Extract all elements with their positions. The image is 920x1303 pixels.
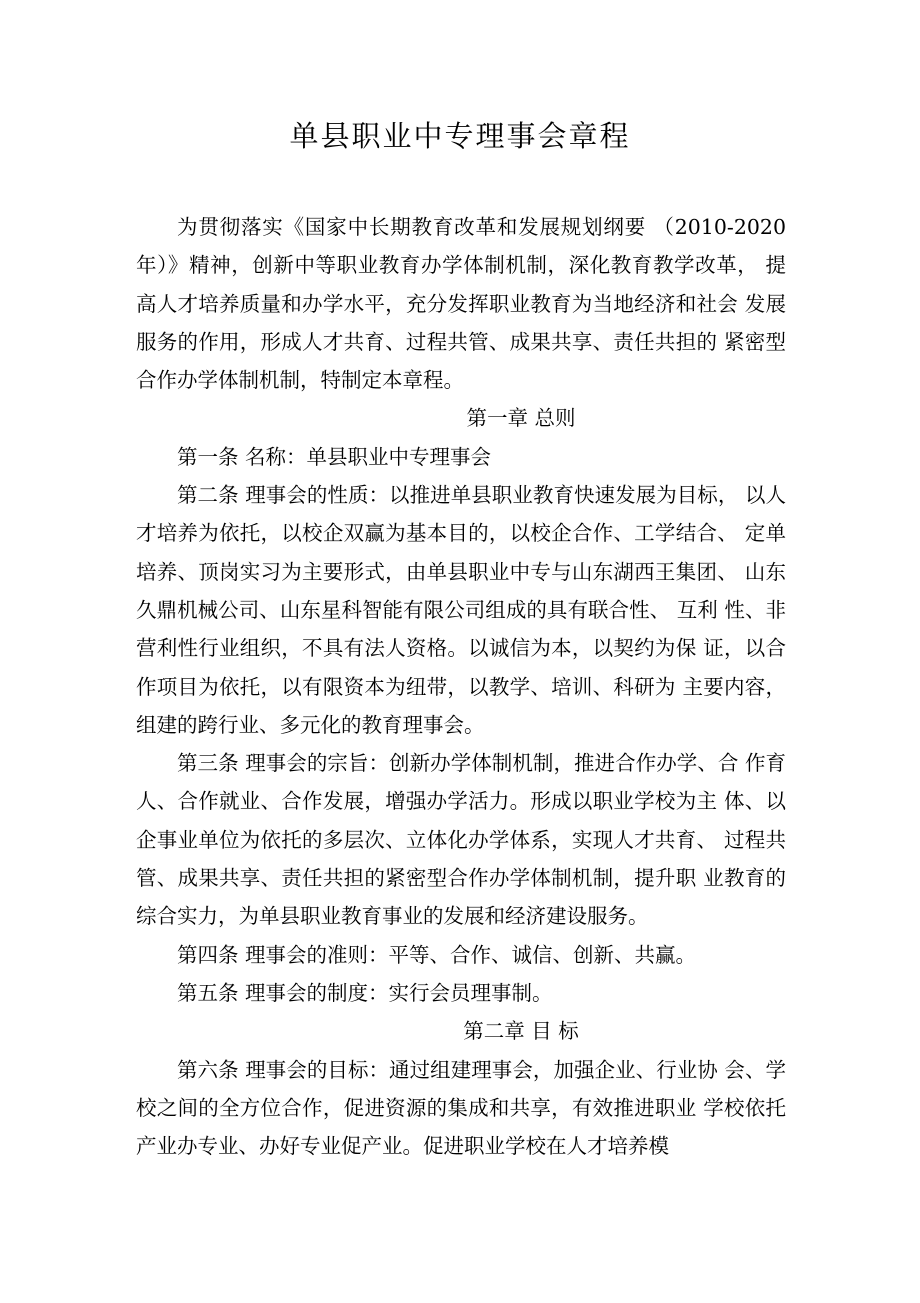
preamble-paragraph: 为贯彻落实《国家中长期教育改革和发展规划纲要 （2010-2020年）》精神，创新中等职业教育办学体制机制，深化教育教学改革， 提高人才培养质量和办学水平，充分发挥职业教育为当地经济和社会 发展服务的作用，形成人才共育、过程共管、成果共享、责任共担的 紧密型合作办学体制机制，特制定本章程。 xyxy=(136,215,786,393)
article-paragraph: 第三条 理事会的宗旨：创新办学体制机制，推进合作办学、合 作育人、合作就业、合作发展，增强办学活力。形成以职业学校为主 体、以企事业单位为依托的多层次、立体化办学体系，实现人才共育、 过程共管、成果共享、责任共担的紧密型合作办学体制机制，提升职 业教育的综合实力，为单县职业教育事业的发展和经济建设服务。 xyxy=(136,751,786,929)
article-paragraph: 第五条 理事会的制度：实行会员理事制。 xyxy=(177,980,553,1005)
article-paragraph: 第一条 名称：单县职业中专理事会 xyxy=(177,444,492,469)
chapter-heading: 第二章 目 标 xyxy=(463,1019,579,1044)
article-paragraph: 第二条 理事会的性质：以推进单县职业教育快速发展为目标， 以人才培养为依托，以校企双赢为基本目的，以校企合作、工学结合、 定单培养、顶岗实习为主要形式，由单县职业中专与山东湖西王集团、 山东久鼎机械公司、山东星科智能有限公司组成的具有联合性、 互利 性、非营利性行业组织，不具有法人资格。以诚信为本，以契约为保 证，以合作项目为依托，以有限资本为纽带，以教学、培训、科研为 主要内容，组建的跨行业、多元化的教育理事会。 xyxy=(136,483,786,737)
article-paragraph: 第六条 理事会的目标：通过组建理事会，加强企业、行业协 会、学校之间的全方位合作，促进资源的集成和共享，有效推进职业 学校依托产业办专业、办好专业促产业。促进职业学校在人才培养模 xyxy=(136,1057,786,1159)
chapter-heading: 第一章 总则 xyxy=(466,406,576,431)
article-paragraph: 第四条 理事会的准则：平等、合作、诚信、创新、共赢。 xyxy=(177,942,697,967)
document-body xyxy=(136,208,786,1165)
document-title: 单县职业中专理事会章程 xyxy=(289,119,631,153)
